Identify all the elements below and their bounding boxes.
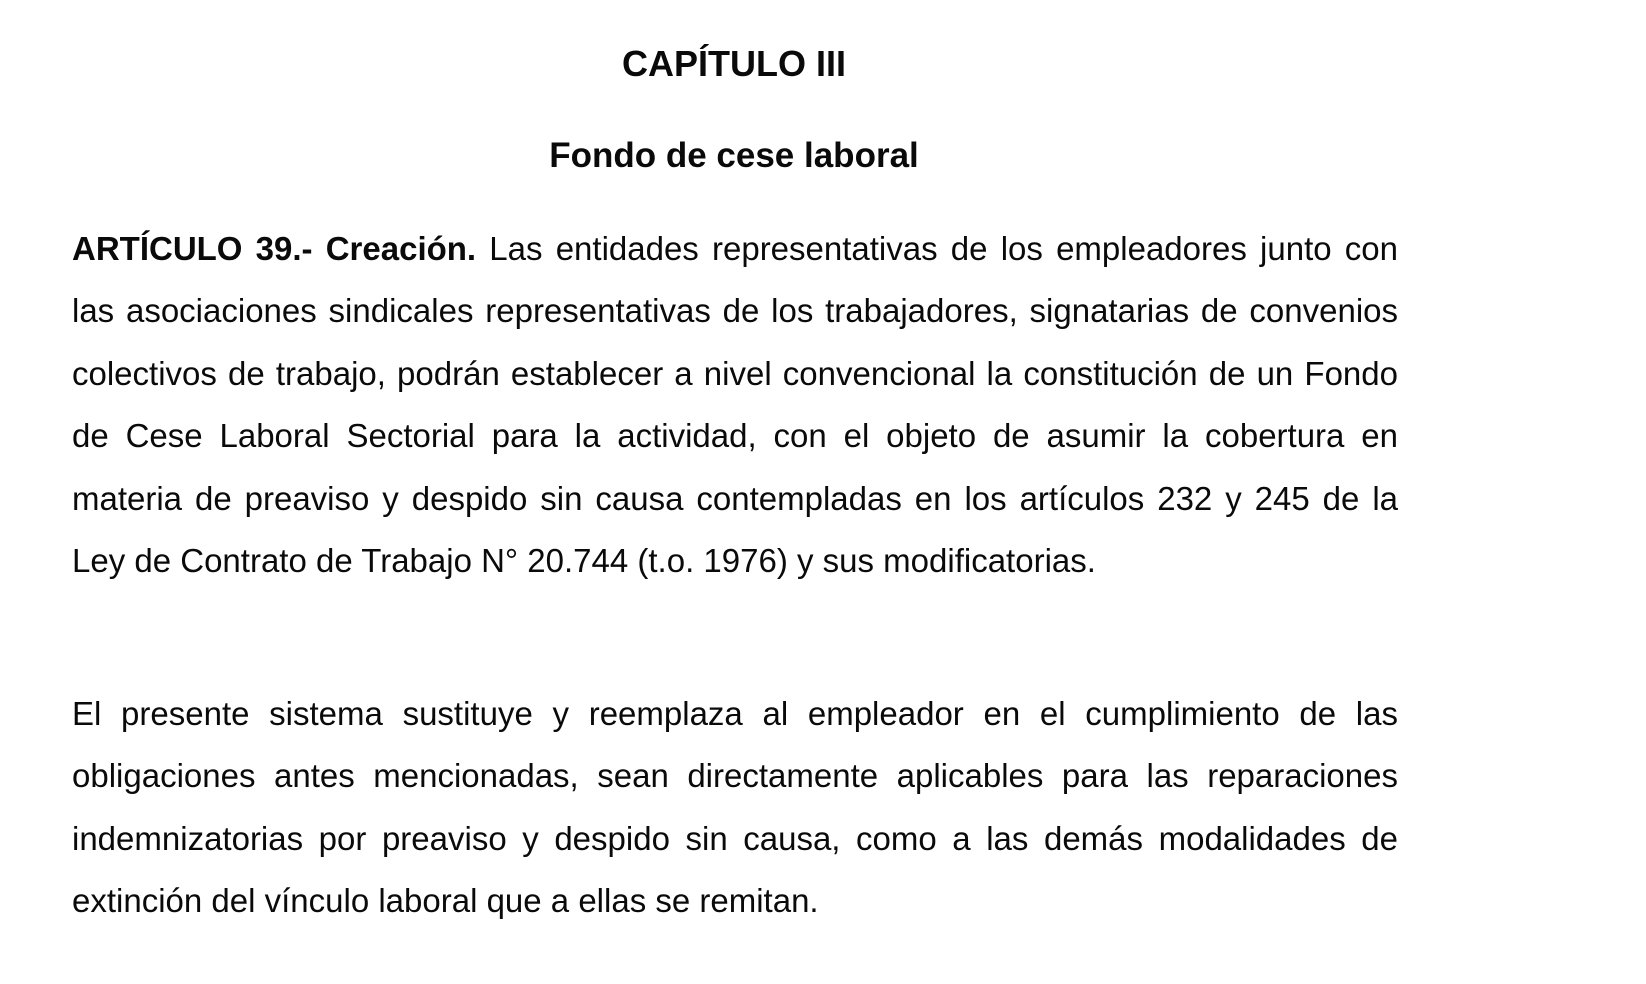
article-39-paragraph: [72, 218, 1398, 592]
chapter-heading: CAPÍTULO III: [622, 43, 846, 84]
chapter-title: Fondo de cese laboral: [549, 136, 919, 175]
second-paragraph: El presente sistema sustituye y reemplaza al empleador en el cumplimiento de las obligaciones antes mencionadas, sean directamente aplicables para las reparaciones indemnizatorias por preaviso y despido sin causa, como a las demás modalidades de extinción del vínculo laboral que a ellas se remitan.: [72, 695, 1398, 920]
article-heading: ARTÍCULO 39.- Creación.: [72, 230, 477, 267]
article-body: Las entidades representativas de los empleadores junto con las asociaciones sindicales representativas de los trabajadores, signatarias de convenios colectivos de trabajo, podrán establecer a nivel convencional la constitución de un Fondo de Cese Laboral Sectorial para la actividad, con el objeto de asumir la cobertura en materia de preaviso y despido sin causa contempladas en los artículos 232 y 245 de la Ley de Contrato de Trabajo N° 20.744 (t.o. 1976) y sus modificatorias.: [72, 230, 1398, 580]
